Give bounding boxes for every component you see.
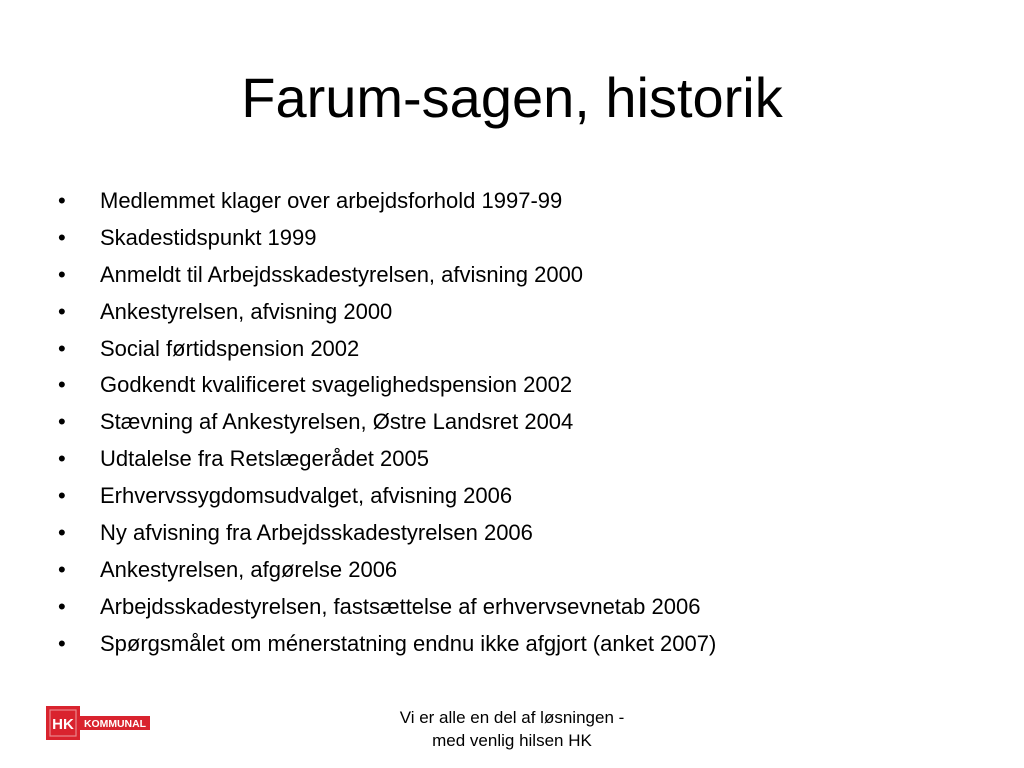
bullet-list xyxy=(58,183,998,663)
list-item xyxy=(58,478,998,515)
bullet-marker: • xyxy=(58,188,66,213)
bullet-text: Udtalelse fra Retslægerådet 2005 xyxy=(100,446,429,472)
bullet-text: Ankestyrelsen, afvisning 2000 xyxy=(100,298,393,324)
footer-line-2: med venlig hilsen HK xyxy=(432,731,592,750)
bullet-marker: • xyxy=(58,593,66,619)
slide-title: Farum-sagen, historik xyxy=(241,66,783,129)
bullet-text: Skadestidspunkt 1999 xyxy=(100,224,317,250)
bullet-marker: • xyxy=(58,335,66,361)
bullet-text: Spørgsmålet om ménerstatning endnu ikke afgjort (anket 2007) xyxy=(100,630,717,656)
bullet-marker: • xyxy=(58,372,66,398)
list-item xyxy=(58,294,998,331)
bullet-marker: • xyxy=(58,556,66,582)
bullet-text: Ny afvisning fra Arbejdsskadestyrelsen 2006 xyxy=(100,520,533,546)
bullet-marker: • xyxy=(58,446,66,472)
bullet-text: Anmeldt til Arbejdsskadestyrelsen, afvisning 2000 xyxy=(100,261,584,287)
logo-wordmark-text: KOMMUNAL xyxy=(84,718,147,730)
list-item xyxy=(58,589,998,626)
bullet-marker: • xyxy=(58,224,66,250)
list-item xyxy=(58,183,998,220)
list-item xyxy=(58,552,998,589)
bullet-marker: • xyxy=(58,298,66,324)
list-item xyxy=(58,626,998,663)
list-item xyxy=(58,404,998,441)
hk-kommunal-logo xyxy=(46,706,150,740)
list-item xyxy=(58,331,998,368)
bullet-marker: • xyxy=(58,409,66,435)
bullet-marker: • xyxy=(58,261,66,287)
list-item xyxy=(58,515,998,552)
bullet-text: Stævning af Ankestyrelsen, Østre Landsret 2004 xyxy=(100,409,574,435)
footer-slogan xyxy=(352,706,672,752)
list-item xyxy=(58,441,998,478)
bullet-marker: • xyxy=(58,630,66,656)
list-item xyxy=(58,367,998,404)
bullet-text: Erhvervssygdomsudvalget, afvisning 2006 xyxy=(100,483,513,509)
list-item xyxy=(58,220,998,257)
bullet-marker: • xyxy=(58,483,66,509)
footer-line-1: Vi er alle en del af løsningen - xyxy=(399,708,625,727)
bullet-text: Ankestyrelsen, afgørelse 2006 xyxy=(100,556,398,582)
list-item xyxy=(58,257,998,294)
bullet-marker: • xyxy=(58,520,66,546)
bullet-text: Arbejdsskadestyrelsen, fastsættelse af erhvervsevnetab 2006 xyxy=(100,593,701,619)
bullet-text: Social førtidspension 2002 xyxy=(100,335,360,361)
bullet-text: Godkendt kvalificeret svagelighedspension 2002 xyxy=(100,372,573,398)
bullet-text: Medlemmet klager over arbejdsforhold 1997-99 xyxy=(100,188,563,213)
logo-mark-text: HK xyxy=(52,716,74,733)
